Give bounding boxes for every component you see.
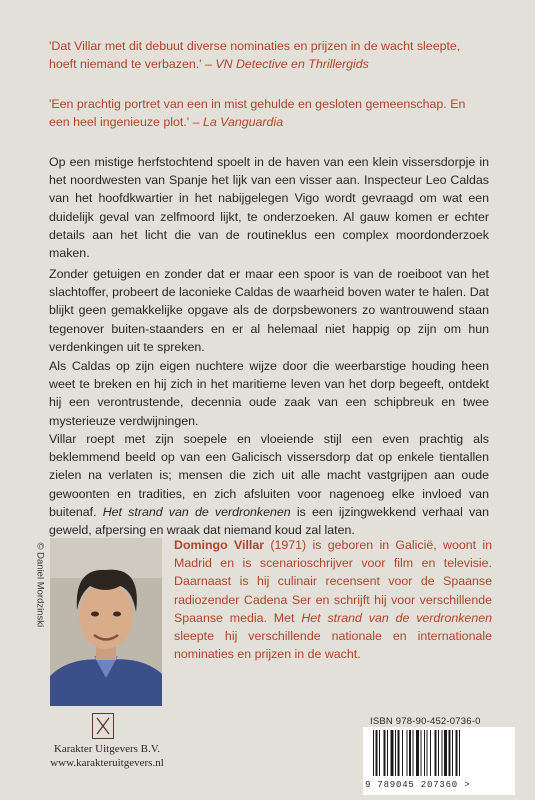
paragraph-text: Villar roept met zijn soepele en vloeiende stijl een even prachtig als beklemmend beeld op van een Galicisch vissersdorp dat op enkele tientallen zielen na verlaten is; mensen die zich uit alle macht vastgrijpen aan oude gewoonten en tradities, en zich afsluiten voor nagenoeg elke invloed van buitenaf. — [49, 432, 489, 519]
quote-text: 'Een prachtig portret van een in mist gehulde en gesloten gemeenschap. En een heel ingenieuze plot.' – — [49, 97, 466, 130]
quote-source: VN Detective en Thrillergids — [215, 57, 369, 72]
isbn-label: ISBN 978-90-452-0736-0 — [370, 716, 481, 727]
quote-source: La Vanguardia — [202, 115, 284, 130]
publisher-info — [32, 742, 182, 770]
review-quote-2 — [49, 95, 489, 131]
barcode-number: 9 789045 207360 > — [365, 780, 471, 790]
synopsis-paragraph-3: Als Caldas op zijn eigen nuchtere wijze door die weerbarstige houding heen weet te breken en hij zich in het maritieme leven van het dorp begeeft, ontdekt hij een verontrustende, decennia oude zaak van een schipbreuk en twee mysterieuze verdwijningen. — [49, 359, 489, 428]
publisher-url: www.karakteruitgevers.nl — [50, 757, 164, 769]
author-name: Domingo Villar — [174, 538, 265, 552]
publisher-logo — [92, 713, 114, 739]
book-title: Het strand van de verdronkenen — [102, 504, 291, 519]
bio-text: sleepte hij verschillende nationale en internationale nominaties en prijzen in de wacht. — [174, 629, 492, 662]
review-quote-1 — [49, 37, 489, 73]
book-title: Het strand van de verdronkenen — [301, 610, 492, 625]
synopsis-paragraph-4 — [49, 430, 489, 539]
author-photo — [50, 538, 162, 706]
publisher-name: Karakter Uitgevers B.V. — [53, 743, 161, 755]
author-bio — [174, 536, 492, 663]
bio-text: (1971) is geboren in Galicië, woont in Madrid en is scenarioschrijver voor film en televisie. Daarnaast is hij culinair recensent voor de Spaanse radiozender Cadena Ser en schrijft hij voor verschillende Spaanse media. Met — [174, 538, 492, 625]
photo-credit: © Daniel Mordzinski — [34, 542, 46, 628]
synopsis-paragraph-1: Op een mistige herfstochtend spoelt in de haven van een klein vissersdorpje in het noordwesten van Spanje het lijk van een visser aan. Inspecteur Leo Caldas van het hoofdkwartier in het nabijgelegen Vigo wordt gevraagd om wat een duidelijk geval van zelfmoord lijkt, te onderzoeken. Al gauw komen er echter details aan het licht die van de routineklus een complex moordonderzoek maken. — [49, 155, 489, 261]
quote-text: 'Dat Villar met dit debuut diverse nominaties en prijzen in de wacht sleepte, hoeft niemand te verbazen.' – — [49, 39, 461, 72]
synopsis-paragraph-2: Zonder getuigen en zonder dat er maar een spoor is van de roeiboot van het slachtoffer, probeert de laconieke Caldas de waarheid boven water te halen. Dat blijkt geen gemakkelijke opgave als de dorpsbewoners zo wantrouwend staan tegenover buiten-staanders en er al helemaal niet happig op zijn om hun verdenkingen uit te spreken. — [49, 267, 489, 354]
paragraph-text: is een ijzingwekkend verhaal van geweld, afpersing en wraak dat niemand koud zal laten. — [49, 504, 489, 538]
